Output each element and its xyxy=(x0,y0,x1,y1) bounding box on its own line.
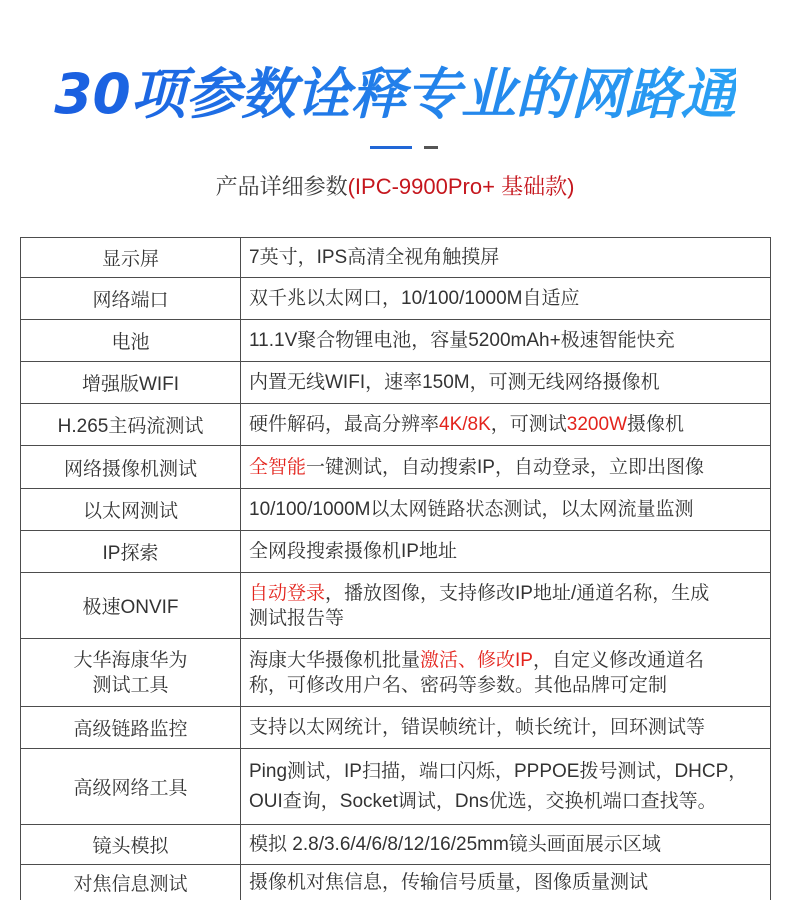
spec-value-text: ，可测试 xyxy=(490,414,567,435)
spec-value xyxy=(241,531,770,572)
spec-value xyxy=(241,489,770,530)
spec-label: 网络端口 xyxy=(21,278,241,319)
spec-value-text: Ping测试，IP扫描，端口闪烁，PPPOE拨号测试，DHCP， xyxy=(249,760,748,782)
spec-value xyxy=(241,362,770,403)
spec-label: 极速ONVIF xyxy=(21,573,241,638)
spec-value-text: 7英寸，IPS高清全视角触摸屏 xyxy=(249,247,500,268)
spec-value xyxy=(241,825,770,864)
spec-value-text: 摄像机 xyxy=(627,414,685,435)
spec-row-ip-discovery xyxy=(21,531,770,573)
spec-value xyxy=(241,320,770,361)
spec-label-line: 测试工具 xyxy=(92,674,169,696)
spec-value xyxy=(241,446,770,488)
spec-label: 以太网测试 xyxy=(21,489,241,530)
spec-label: 高级网络工具 xyxy=(21,749,241,824)
spec-value-text: 内置无线WIFI，速率150M，可测无线网络摄像机 xyxy=(249,372,660,393)
page-title: 30项参数诠释专业的网路通 xyxy=(54,59,736,129)
spec-value xyxy=(241,238,770,277)
spec-label xyxy=(21,639,241,706)
spec-label: 显示屏 xyxy=(21,238,241,277)
spec-value-text: 10/100/1000M以太网链路状态测试，以太网流量监测 xyxy=(249,499,694,520)
spec-row-ethernet-test xyxy=(21,489,770,531)
spec-label: IP探索 xyxy=(21,531,241,572)
spec-label: 网络摄像机测试 xyxy=(21,446,241,488)
spec-label: H.265主码流测试 xyxy=(21,404,241,445)
spec-row-battery xyxy=(21,320,770,362)
spec-value xyxy=(241,639,770,706)
title-divider-accent xyxy=(370,146,412,149)
spec-row-focus-test xyxy=(21,865,770,900)
subtitle-prefix: 产品详细参数 xyxy=(215,174,348,199)
subtitle xyxy=(0,172,790,202)
spec-value xyxy=(241,278,770,319)
spec-value-highlight: 激活、修改IP xyxy=(420,649,533,671)
subtitle-model: (IPC-9900Pro+ 基础款) xyxy=(347,174,575,199)
spec-row-link-monitor xyxy=(21,707,770,749)
spec-value-text: 双千兆以太网口，10/100/1000M自适应 xyxy=(249,288,580,309)
spec-value xyxy=(241,707,770,748)
page-title-container xyxy=(0,59,790,129)
spec-label: 镜头模拟 xyxy=(21,825,241,864)
spec-value-text: 摄像机对焦信息，传输信号质量，图像质量测试 xyxy=(249,872,649,893)
spec-label: 对焦信息测试 xyxy=(21,865,241,900)
spec-value-text: ，自定义修改通道名 xyxy=(532,649,704,671)
spec-value-text: ，播放图像，支持修改IP地址/通道名称，生成 xyxy=(325,582,710,604)
spec-value-text: 全网段搜索摄像机IP地址 xyxy=(249,541,457,562)
spec-value-highlight: 3200W xyxy=(566,414,627,435)
spec-row-onvif xyxy=(21,573,770,639)
spec-value-highlight: 自动登录 xyxy=(249,582,326,604)
title-divider xyxy=(424,146,438,149)
spec-value-text: 一键测试，自动搜索IP，自动登录，立即出图像 xyxy=(306,456,704,478)
spec-value-text: 测试报告等 xyxy=(249,607,345,629)
spec-value-highlight: 全智能 xyxy=(249,456,307,478)
spec-value-text: 硬件解码，最高分辨率 xyxy=(249,414,440,435)
spec-value-text: 支持以太网统计，错误帧统计，帧长统计，回环测试等 xyxy=(249,717,706,738)
spec-row-network-tools xyxy=(21,749,770,825)
spec-label: 电池 xyxy=(21,320,241,361)
spec-value xyxy=(241,749,770,824)
spec-label-line: 大华海康华为 xyxy=(73,649,188,671)
spec-label: 增强版WIFI xyxy=(21,362,241,403)
spec-table xyxy=(20,237,771,900)
spec-label: 高级链路监控 xyxy=(21,707,241,748)
spec-row-h265-test xyxy=(21,404,770,446)
spec-value-text: OUI查询，Socket调试，Dns优选，交换机端口查找等。 xyxy=(249,790,717,812)
spec-row-lens-simulation xyxy=(21,825,770,865)
spec-row-display xyxy=(21,238,770,278)
spec-row-wifi xyxy=(21,362,770,404)
spec-row-brand-tools xyxy=(21,639,770,707)
spec-value xyxy=(241,404,770,445)
spec-value-highlight: 4K/8K xyxy=(439,414,491,435)
spec-value-text: 称，可修改用户名、密码等参数。其他品牌可定制 xyxy=(249,674,668,696)
spec-row-ipc-test xyxy=(21,446,770,489)
spec-value xyxy=(241,865,770,900)
spec-value-text: 模拟 2.8/3.6/4/6/8/12/16/25mm镜头画面展示区域 xyxy=(249,834,661,855)
spec-value-text: 11.1V聚合物锂电池，容量5200mAh+极速智能快充 xyxy=(249,330,675,351)
spec-row-network-port xyxy=(21,278,770,320)
spec-value xyxy=(241,573,770,638)
spec-value-text: 海康大华摄像机批量 xyxy=(249,649,421,671)
